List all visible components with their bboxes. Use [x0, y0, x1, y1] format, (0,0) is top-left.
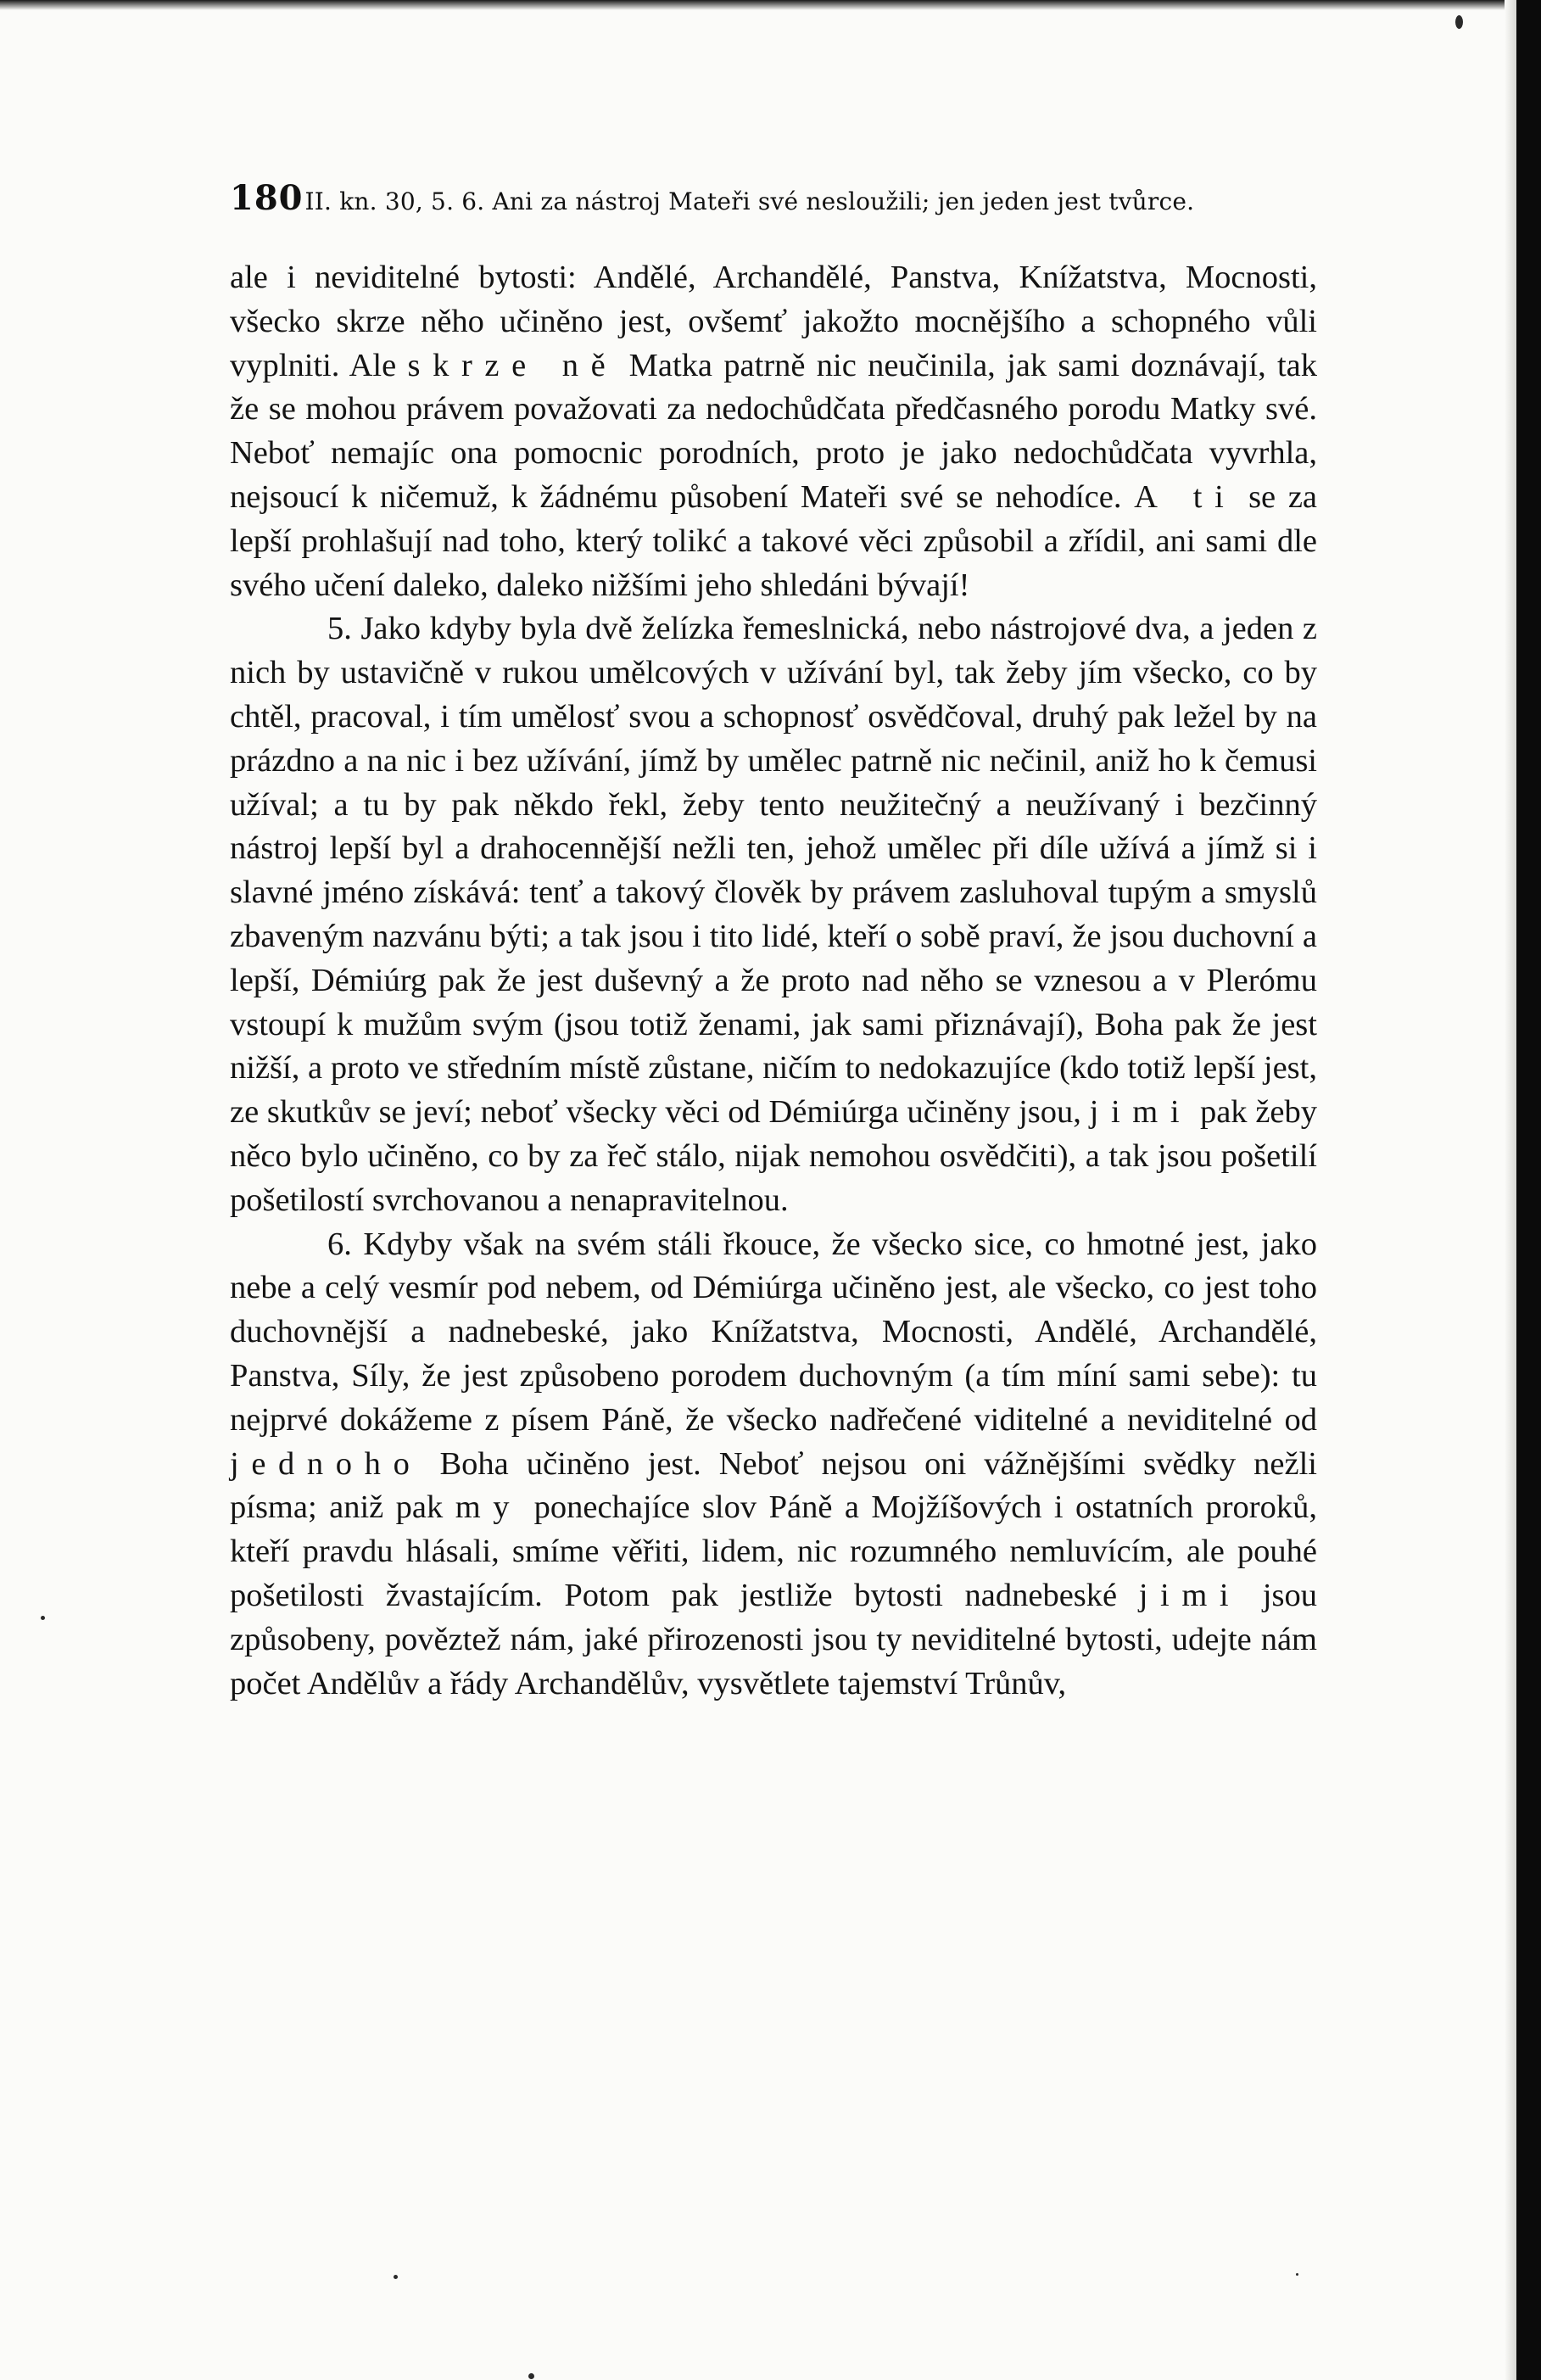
scan-top-shadow: [0, 0, 1541, 10]
emphasized-text: skrze ně: [407, 347, 618, 383]
scan-speck: [1296, 2273, 1298, 2276]
text-segment: ale i neviditelné bytosti: Andělé, Archandělé, Panstva, Knížatstva, Mocnosti, všecko skrze něho učiněno jest, ovšemť jakožto mocnějšího a schopného vůli vyplniti. Ale: [230, 260, 1317, 383]
page-number: 180: [230, 178, 304, 218]
page-header: [230, 178, 1332, 229]
scan-speck: [528, 2373, 534, 2379]
paragraph: [230, 607, 1317, 1222]
scan-speck: [1455, 15, 1463, 29]
emphasized-text: jimi: [1138, 1577, 1242, 1613]
scan-edge-gradient: [1505, 0, 1516, 2380]
text-segment: ponechajíce slov Páně a Mojžíšových i ostatních proroků, kteří pravdu hlásali, smíme věřiti, lidem, nic rozumného nemluvícím, ale pouhé pošetilosti žvastajícím. Potom pak jestliže bytosti nadnebeské: [230, 1489, 1318, 1613]
text-segment: 6. Kdyby však na svém stáli řkouce, že všecko sice, co hmotné jest, jako nebe a celý vesmír pod nebem, od Démiúrga učiněno jest, ale všecko, co jest toho duchovnější a nadnebeské, jako Knížatstva, Mocnosti, Andělé, Archandělé, Panstva, Síly, že jest způsobeno porodem duchovným (a tím míní sami sebe): tu nejprvé dokážeme z písem Páně, že všecko nadřečené viditelné a neviditelné od: [230, 1226, 1317, 1438]
text-segment: Matka patrně nic neučinila, jak sami doznávají, tak že se mohou právem považovati za nedochůdčata předčasného porodu Matky své. Neboť nemajíc ona pomocnic porodních, proto je jako nedochůdčata vyvrhla, nejsoucí k ničemuž, k žádnému působení Mateři své se nehodíce.: [230, 347, 1318, 515]
paragraph: [230, 256, 1317, 607]
text-segment: se za lepší prohlašují nad toho, který tolikć a takové věci způsobil a zřídil, ani sami dle svého učení daleko, daleko nižšími jeho shledáni bývají!: [230, 478, 1317, 603]
text-segment: jsou způsobeny, pověztež nám, jaké přirozenosti jsou ty neviditelné bytosti, udejte nám počet Andělův a řády Archandělův, vysvětlete tajemství Trůnův,: [230, 1577, 1317, 1701]
emphasized-text: A ti: [1134, 478, 1237, 515]
running-head: II. kn. 30, 5. 6. Ani za nástroj Mateři své nesloužili; jen jeden jest tvůrce.: [304, 187, 1195, 215]
text-segment: 5. Jako kdyby byla dvě želízka řemeslnická, nebo nástrojové dva, a jeden z nich by ustavičně v rukou umělcových v užívání byl, tak žeby jím všecko, co by chtěl, pracoval, i tím umělosť svou a schopnosť osvědčoval, druhý pak ležel by na prázdno a na nic i bez užívání, jímž by umělec patrně nic nečinil, aniž ho k čemusi užíval; a tu by pak někdo řekl, žeby tento neužitečný a neužívaný i bezčinný nástroj lepší byl a drahocennější nežli ten, jehož umělec při díle užívá a jímž si i slavné jméno získává: tenť a takový člověk by právem zasluhoval tupým a smyslů zbaveným nazvánu býti; a tak jsou i tito lidé, kteří o sobě praví, že jsou duchovní a lepší, Démiúrg pak že jest duševný a že proto nad něho se vznesou a v Plerómu vstoupí k mužům svým (jsou totiž ženami, jak sami přiznávají), Boha pak že jest nižší, a proto ve středním místě zůstane, ničím to nedokazujíce (kdo totiž lepší jest, ze skutkův se jeví; neboť všecky věci od Démiúrga učiněny jsou,: [230, 611, 1317, 1131]
emphasized-text: jimi: [1089, 1094, 1192, 1131]
text-segment: pak žeby něco bylo učiněno, co by za řeč stálo, nijak nemohou osvědčiti), a tak jsou pošetilí pošetilostí svrchovanou a nenapravitelnou.: [230, 1094, 1317, 1218]
body-text: [230, 256, 1317, 1706]
emphasized-text: jednoho: [230, 1445, 422, 1482]
scan-right-border: [1516, 0, 1541, 2380]
paragraph: [230, 1223, 1317, 1707]
scan-speck: [394, 2275, 398, 2279]
emphasized-text: my: [455, 1489, 522, 1526]
scan-speck: [41, 1616, 45, 1620]
text-segment: Boha učiněno jest. Neboť nejsou oni vážnějšími svědky nežli písma; aniž pak: [230, 1445, 1317, 1526]
